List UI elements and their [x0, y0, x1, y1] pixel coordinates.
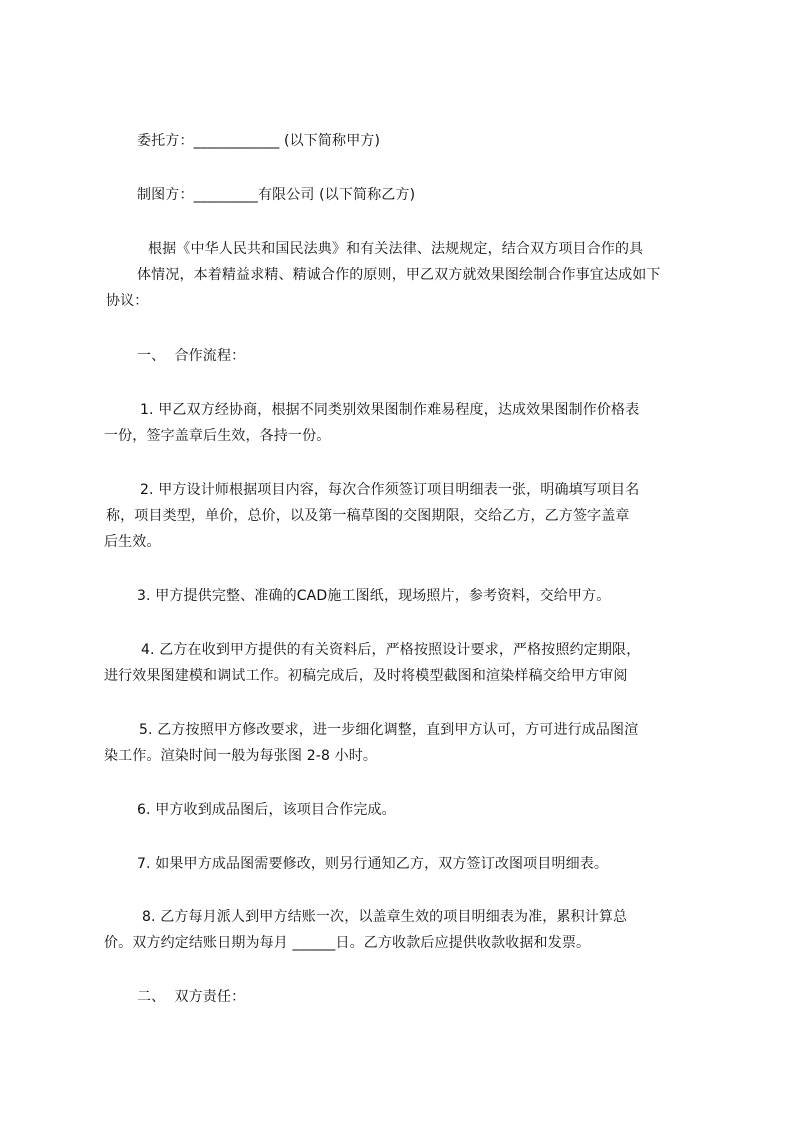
- list-item-line: 5. 乙方按照甲方修改要求，进一步细化调整，直到甲方认可，方可进行成品图渲: [139, 722, 639, 738]
- section-2-heading: 二、 双方责任：: [137, 989, 246, 1005]
- list-item-line: 3. 甲方提供完整、准确的CAD施工图纸，现场照片，参考资料，交给甲方。: [137, 588, 611, 604]
- list-item-line: 后生效。: [104, 534, 161, 550]
- list-item-line: 6. 甲方收到成品图后，该项目合作完成。: [137, 802, 396, 818]
- preamble-line: 体情况，本着精益求精、精诚合作的原则，甲乙双方就效果图绘制合作事宜达成如下: [137, 267, 661, 283]
- maker-party-line: 制图方：_________有限公司 (以下简称乙方): [137, 187, 416, 203]
- list-item-line: 2. 甲方设计师根据项目内容，每次合作须签订项目明细表一张，明确填写项目名: [140, 482, 640, 498]
- preamble-line: 协议：: [106, 293, 149, 309]
- list-item-line: 染工作。渲染时间一般为每张图 2-8 小时。: [104, 748, 378, 764]
- list-item-line: 7. 如果甲方成品图需要修改，则另行通知乙方，双方签订改图项目明细表。: [137, 856, 609, 872]
- list-item-line: 1. 甲乙双方经协商，根据不同类别效果图制作难易程度，达成效果图制作价格表: [140, 402, 640, 418]
- list-item-line: 价。双方约定结账日期为每月 ______日。乙方收款后应提供收款收据和发票。: [104, 935, 591, 951]
- section-1-heading: 一、 合作流程：: [137, 348, 246, 364]
- client-party-line: 委托方：____________ (以下简称甲方): [137, 133, 381, 149]
- preamble-line: 根据《中华人民共和国民法典》和有关法律、法规规定，结合双方项目合作的具: [148, 241, 644, 257]
- list-item-line: 进行效果图建模和调试工作。初稿完成后，及时将模型截图和渲染样稿交给甲方审阅: [104, 668, 628, 684]
- list-item-line: 8. 乙方每月派人到甲方结账一次，以盖章生效的项目明细表为准，累积计算总: [142, 909, 628, 925]
- list-item-line: 4. 乙方在收到甲方提供的有关资料后，严格按照设计要求，严格按照约定期限，: [141, 642, 641, 658]
- list-item-line: 一份，签字盖章后生效，各持一份。: [104, 428, 331, 444]
- list-item-line: 称，项目类型，单价，总价，以及第一稿草图的交图期限，交给乙方，乙方签字盖章: [106, 508, 630, 524]
